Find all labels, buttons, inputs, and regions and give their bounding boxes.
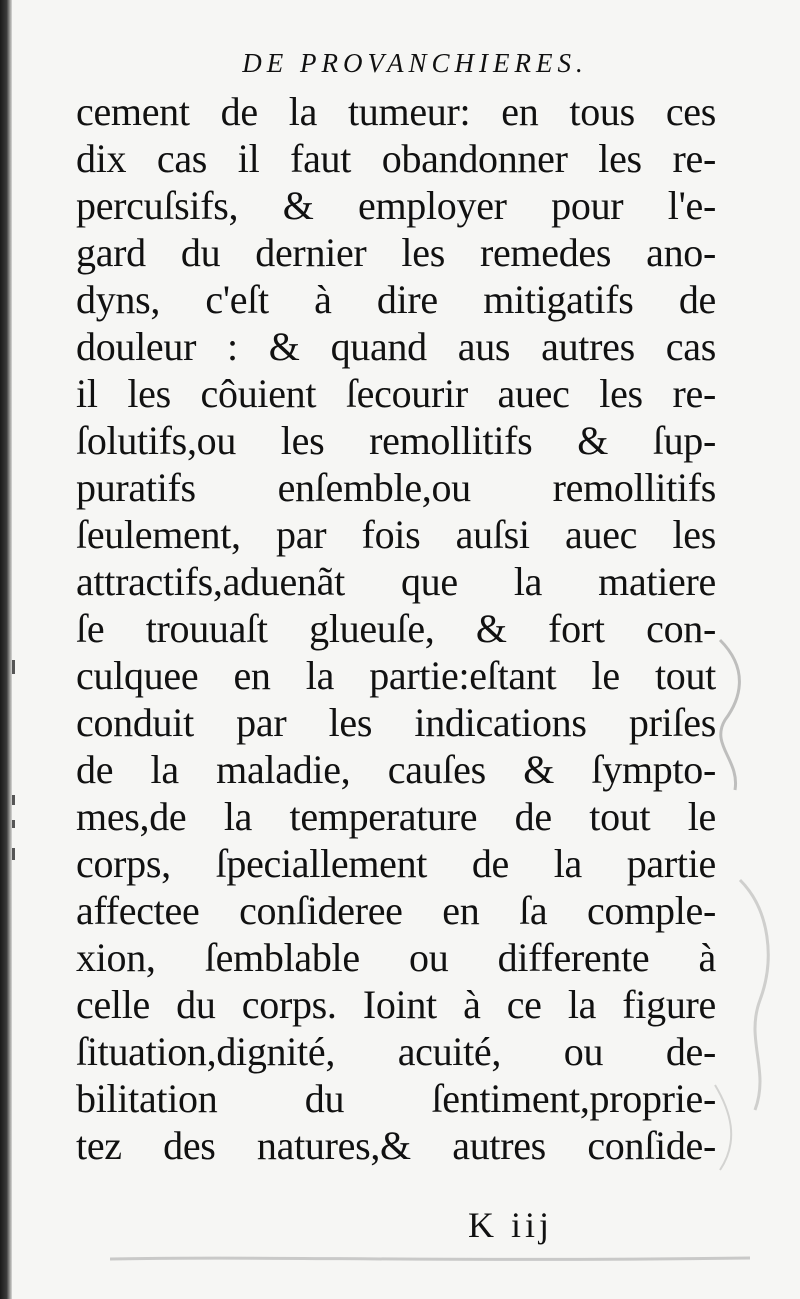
text-line: dix cas il faut obandonner les re- xyxy=(76,136,716,181)
text-line: dyns, c'eſt à dire mitigatifs de xyxy=(76,277,716,322)
text-line: affectee conſideree en ſa comple- xyxy=(76,888,716,933)
body-text xyxy=(76,88,716,1169)
text-line: cement de la tumeur: en tous ces xyxy=(76,89,716,134)
page-edge-shadow xyxy=(0,0,12,1299)
text-line: percuſsifs, & employer pour l'e- xyxy=(76,183,716,228)
text-line: ſeulement, par fois auſsi auec les xyxy=(76,512,716,557)
text-line: attractifs,aduenãt que la matiere xyxy=(76,559,716,604)
text-line: ſolutifs,ou les remollitifs & ſup- xyxy=(76,418,716,463)
text-line: ſituation,dignité, acuité, ou de- xyxy=(76,1029,716,1074)
text-line: puratifs enſemble,ou remollitifs xyxy=(76,465,716,510)
text-line: mes,de la temperature de tout le xyxy=(76,794,716,839)
signature-mark: K iij xyxy=(468,1205,554,1245)
text-line: bilitation du ſentiment,proprie- xyxy=(76,1076,716,1121)
gutter-marks xyxy=(12,0,22,1299)
faint-bottom-stroke xyxy=(110,1255,750,1263)
text-line: douleur : & quand aus autres cas xyxy=(76,324,716,369)
text-line: ſe trouuaſt glueuſe, & fort con- xyxy=(76,606,716,651)
text-line: celle du corps. Ioint à ce la figure xyxy=(76,982,716,1027)
text-line: xion, ſemblable ou differente à xyxy=(76,935,716,980)
text-line: gard du dernier les remedes ano- xyxy=(76,230,716,275)
text-line: corps, ſpeciallement de la partie xyxy=(76,841,716,886)
text-line: il les côuient ſecourir auec les re- xyxy=(76,371,716,416)
text-line: conduit par les indications priſes xyxy=(76,700,716,745)
running-title: DE PROVANCHIERES. xyxy=(242,48,588,78)
text-line: culquee en la partie:eſtant le tout xyxy=(76,653,716,698)
text-line: de la maladie, cauſes & ſympto- xyxy=(76,747,716,792)
text-line: tez des natures,& autres conſide- xyxy=(76,1123,716,1168)
